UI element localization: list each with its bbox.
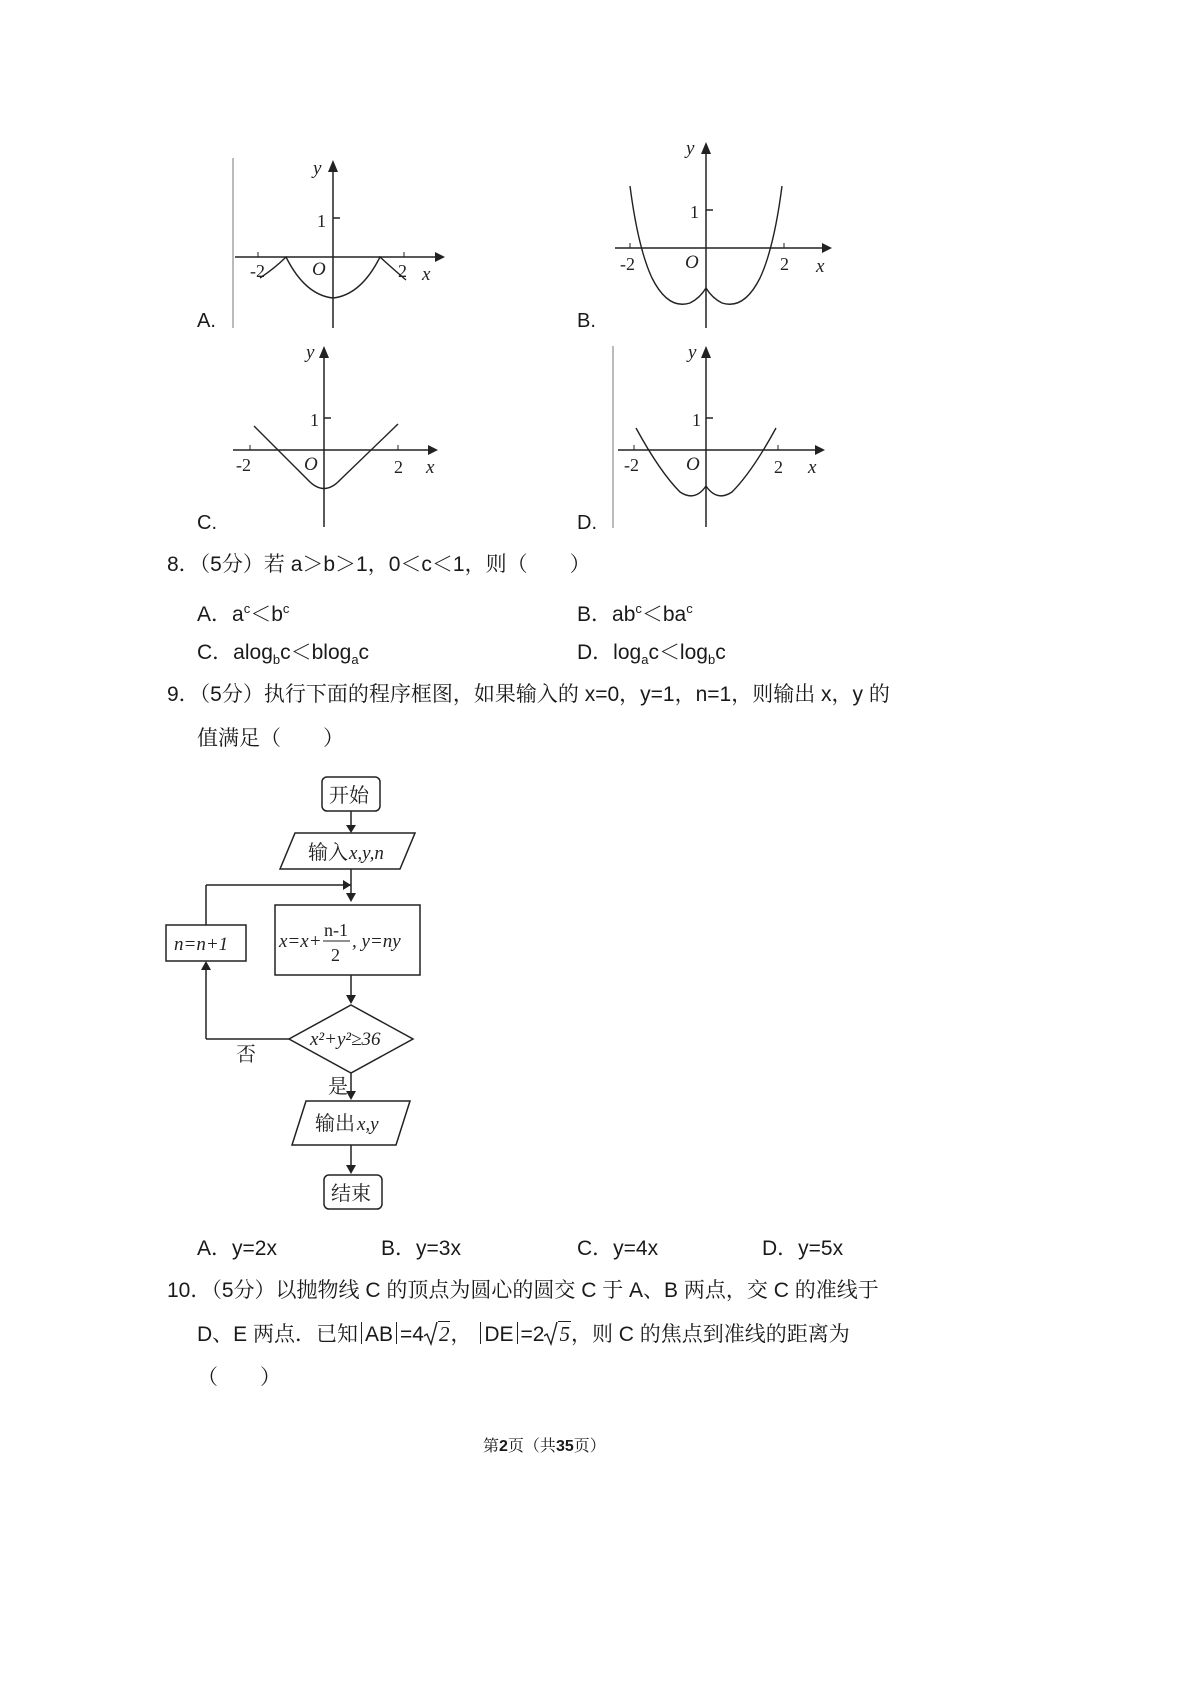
svg-text:x,y,n: x,y,n [349,843,384,864]
question-9-stem-line2: 值满足（ ） [197,727,344,750]
svg-text:x,y: x,y [357,1114,379,1135]
option-a-label[interactable]: A. [197,310,216,332]
svg-text:O: O [686,454,700,475]
q9-option-d[interactable]: D．y=5x [762,1237,844,1260]
svg-text:n-1: n-1 [324,920,348,940]
svg-text:y: y [306,342,315,363]
sqrt-5: 5 [544,1320,571,1349]
svg-text:y: y [686,138,695,159]
abs-bar-right-2 [517,1322,518,1344]
svg-text:x: x [422,264,431,285]
svg-text:O: O [312,259,326,280]
svg-text:2: 2 [394,457,403,477]
svg-text:x²+y²≥36: x²+y²≥36 [310,1029,381,1050]
q8-option-d[interactable]: D．$\log_ac<\log_bc$ [577,641,726,668]
svg-text:输入: 输入 [308,840,348,864]
svg-text:-2: -2 [236,455,251,475]
page-footer: 第2页（共35页） [483,1436,606,1455]
svg-text:1: 1 [690,202,699,222]
svg-text:开始: 开始 [329,783,369,807]
svg-text:x: x [808,457,817,478]
svg-text:x: x [426,457,435,478]
graph-option-d [610,342,840,532]
svg-text:O: O [304,454,318,475]
svg-text:x=x+: x=x+ [279,931,322,952]
svg-text:2: 2 [398,261,407,281]
q8-option-c[interactable]: C．alog$_b$c＜blog$_a$c [197,641,370,668]
svg-text:x: x [816,256,825,277]
q9-option-b[interactable]: B．y=3x [381,1237,461,1260]
svg-text:1: 1 [310,410,319,430]
option-d-label[interactable]: D. [577,512,597,534]
svg-text:输出: 输出 [315,1111,355,1135]
svg-text:1: 1 [692,410,701,430]
abs-bar-left [361,1322,362,1344]
svg-text:O: O [685,252,699,273]
option-c-label[interactable]: C. [197,512,217,534]
svg-text:2: 2 [780,254,789,274]
svg-text:2: 2 [331,945,340,965]
sqrt-2: 2 [424,1320,451,1349]
graph-option-b [610,138,840,333]
question-10-stem-line2: D、E 两点．已知 AB =4 2， DE =2 5，则 C 的焦点到准线的距离为 [197,1320,850,1349]
question-9-stem-line1: 9．（5分）执行下面的程序框图，如果输入的 x=0，y=1，n=1，则输出 x，y 的 [167,683,890,706]
svg-text:是: 是 [328,1074,348,1098]
svg-text:y: y [688,342,697,363]
question-10-stem-line1: 10．（5分）以抛物线 C 的顶点为圆心的圆交 C 于 A、B 两点，交 C 的准线于 [167,1279,879,1302]
q8-option-b[interactable]: B．$ab^c<ba^c$ [577,601,693,626]
svg-text:2: 2 [774,457,783,477]
svg-text:n=n+1: n=n+1 [174,934,229,955]
svg-text:否: 否 [236,1042,256,1066]
svg-text:1: 1 [317,211,326,231]
svg-text:-2: -2 [624,455,639,475]
flowchart [160,765,460,1230]
q9-option-c[interactable]: C．y=4x [577,1237,659,1260]
svg-text:结束: 结束 [331,1181,371,1205]
svg-text:-2: -2 [620,254,635,274]
svg-text:, y=ny: , y=ny [352,931,401,952]
abs-bar-left-2 [480,1322,481,1344]
graph-option-a [230,150,460,330]
axis-y-label: y [313,158,322,179]
question-8-stem: 8．（5分）若 a＞b＞1，0＜c＜1，则（ ） [167,553,591,576]
svg-text:-2: -2 [250,261,265,281]
q9-option-a[interactable]: A．y=2x [197,1237,277,1260]
graph-option-c [228,342,458,532]
option-b-label[interactable]: B. [577,310,596,332]
abs-bar-right [396,1322,397,1344]
q8-option-a[interactable]: A．$a^c<b^c$ [197,601,290,626]
question-10-stem-line3: （ ） [197,1366,281,1389]
